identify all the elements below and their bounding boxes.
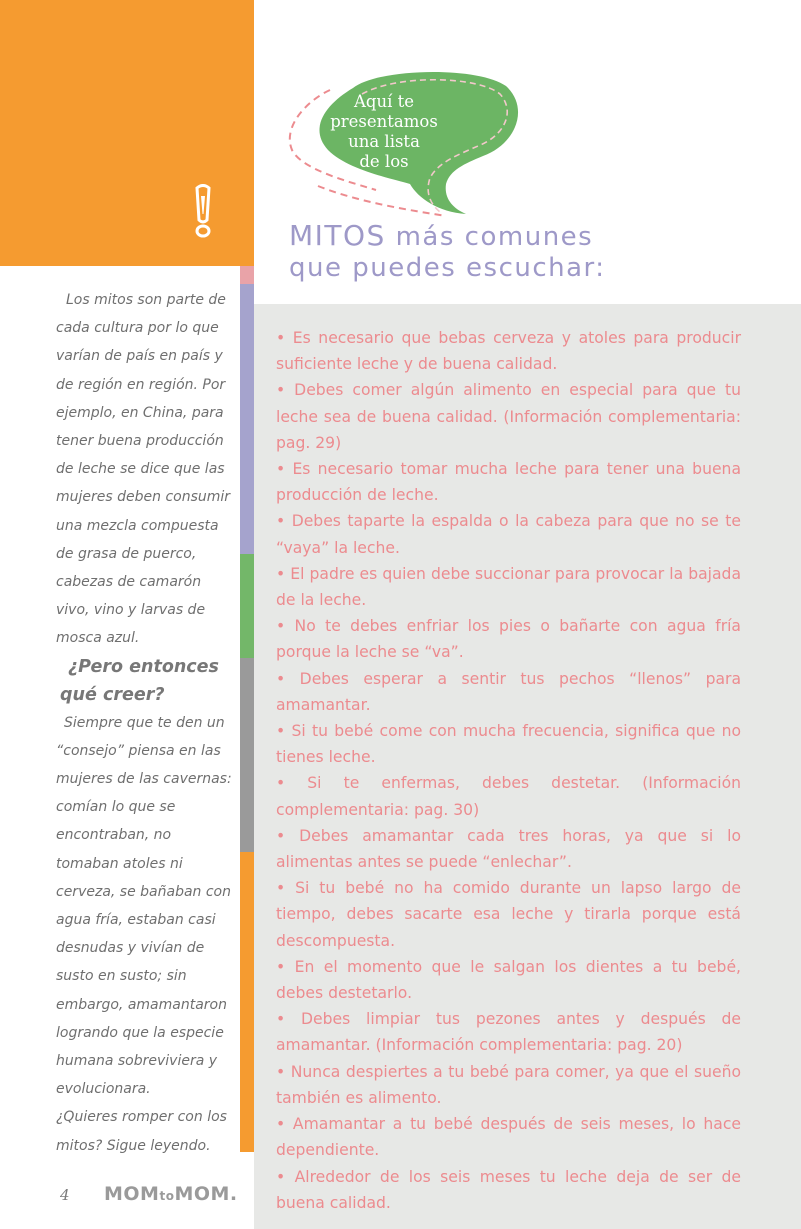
- myth-item: • Si tu bebé no ha comido durante un lapso largo de tiempo, debes sacarte esa leche y tirarla porque está descompuesta.: [276, 879, 741, 950]
- myth-item: • Es necesario que bebas cerveza y atoles para producir suficiente leche y de buena calidad.: [276, 329, 741, 374]
- title-line2: que puedes escuchar:: [289, 253, 606, 283]
- logo-word: to: [159, 1189, 175, 1203]
- sidebar-closing: ¿Quieres romper con los mitos? Sigue leyendo.: [56, 1109, 227, 1154]
- page-number: 4: [60, 1186, 70, 1204]
- myth-item: • Si te enfermas, debes destetar. (Información complementaria: pag. 30): [276, 774, 741, 819]
- myths-list: [276, 325, 741, 1216]
- orange-corner-block: [0, 0, 254, 266]
- bubble-line: Aquí te: [353, 92, 415, 111]
- title-word-mitos: MITOS: [289, 219, 386, 252]
- myth-item: • Nunca despiertes a tu bebé para comer, ya que el sueño también es alimento.: [276, 1062, 741, 1107]
- bubble-line: presentamos: [330, 112, 438, 131]
- page-title: [289, 220, 769, 284]
- sidebar-intro: Los mitos son parte de cada cultura por lo que varían de país en país y de región en región. Por ejemplo, en China, para tener buena producción de leche se dice que las mujeres deben consumir una mezcla compuesta de grasa de puerco, cabezas de camarón vivo, vino y larvas de mosca azul.: [56, 292, 231, 647]
- sidebar-question-cont: qué creer?: [60, 684, 165, 705]
- color-stripe-lavender: [240, 284, 254, 554]
- logo-dot: .: [229, 1183, 238, 1205]
- myth-item: • Si tu bebé come con mucha frecuencia, significa que no tienes leche.: [276, 722, 741, 767]
- myth-item: • Es necesario tomar mucha leche para tener una buena producción de leche.: [276, 460, 741, 505]
- color-stripe-gray: [240, 658, 254, 852]
- exclamation-icon: [192, 184, 214, 240]
- myth-item: • Debes esperar a sentir tus pechos “llenos” para amamantar.: [276, 669, 741, 714]
- myth-item: • No te debes enfriar los pies o bañarte con agua fría porque la leche se “va”.: [276, 617, 741, 662]
- myth-item: • Amamantar a tu bebé después de seis meses, lo hace dependiente.: [276, 1115, 741, 1160]
- bubble-text: [318, 92, 450, 172]
- logo-word: MOM: [104, 1183, 160, 1205]
- color-stripe-green: [240, 554, 254, 658]
- logo-word: MOM: [174, 1183, 230, 1205]
- myth-item: • Debes limpiar tus pezones antes y después de amamantar. (Información complementaria: pag. 20): [276, 1010, 741, 1055]
- myth-item: • En el momento que le salgan los dientes a tu bebé, debes destetarlo.: [276, 957, 741, 1003]
- sidebar-text: [56, 286, 238, 1160]
- myth-item: • Debes comer algún alimento en especial para que tu leche sea de buena calidad. (Información complementaria: pag. 29): [276, 381, 741, 452]
- bubble-line: una lista: [348, 132, 420, 151]
- mom-to-mom-logo: [104, 1183, 238, 1205]
- myth-item: • El padre es quien debe succionar para provocar la bajada de la leche.: [276, 564, 741, 610]
- myth-item: • Debes taparte la espalda o la cabeza para que no se te “vaya” la leche.: [276, 512, 741, 557]
- myth-item: • Alrededor de los seis meses tu leche deja de ser de buena calidad.: [276, 1167, 741, 1212]
- myth-item: • Debes amamantar cada tres horas, ya que si lo alimentas antes se puede “enlechar”.: [276, 826, 741, 872]
- color-stripe-pink: [240, 266, 254, 284]
- bubble-line: de los: [359, 152, 409, 171]
- sidebar-question: ¿Pero entonces: [68, 656, 219, 677]
- sidebar-advice: Siempre que te den un “consejo” piensa en las mujeres de las cavernas: comían lo que se encontraban, no tomaban atoles ni cerveza, se bañaban con agua fría, estaban casi desnudas y vivían de susto en susto; sin embargo, amamantaron logrando que la especie humana sobreviviera y evolucionara.: [56, 714, 232, 1098]
- title-line1: más comunes: [395, 222, 594, 252]
- color-stripe-orange: [240, 852, 254, 1152]
